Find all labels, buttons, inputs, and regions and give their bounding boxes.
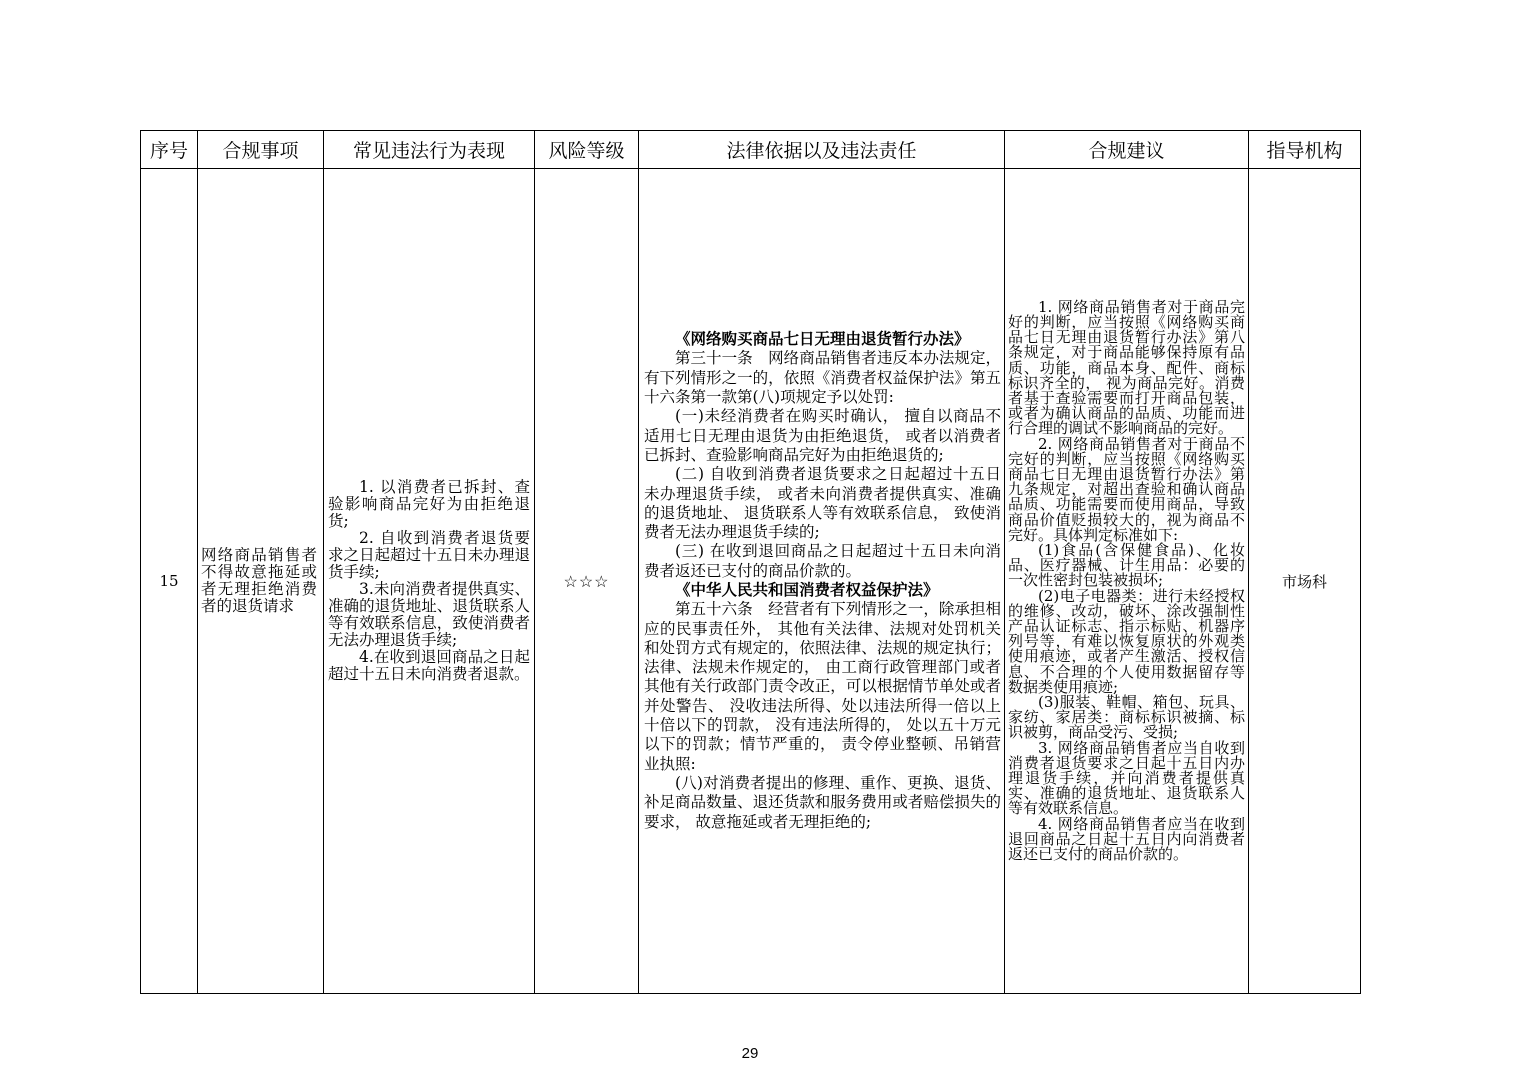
advice-item: 3. 网络商品销售者应当自收到消费者退货要求之日起十五日内办理退货手续，并向消费者提供真实、准确的退货地址、退货联系人等有效联系信息。 (1008, 738, 1245, 818)
advice-item: 1. 网络商品销售者对于商品完好的判断，应当按照《网络购买商品七日无理由退货暂行办法》第八条规定，对于商品能够保持原有品质、功能，商品本身、配件、商标标识齐全的， 视为商品完好。消费者基于查验需要而打开商品包装，或者为确认商品的品质、功能而进行合理的调试不影响商品的完好。 (1008, 297, 1245, 438)
header-agency: 指导机构 (1249, 131, 1361, 169)
law-title: 《中华人民共和国消费者权益保护法》 (675, 581, 939, 599)
header-seq: 序号 (141, 131, 198, 169)
header-law: 法律依据以及违法责任 (639, 131, 1005, 169)
law-cell (639, 169, 1005, 994)
behavior-item: 1. 以消费者已拆封、查验影响商品完好为由拒绝退货; (328, 478, 530, 530)
header-row (141, 131, 1361, 169)
item-text: 网络商品销售者不得故意拖延或者无理拒绝消费者的退货请求 (201, 546, 317, 615)
behaviors-cell (324, 169, 535, 994)
seq-cell: 15 (141, 169, 198, 994)
advice-item: (1)食品(含保健食品)、化妆品、医疗器械、计生用品：必要的一次性密封包装被损坏; (1008, 540, 1245, 590)
law-paragraph: (八)对消费者提出的修理、重作、更换、退货、补足商品数量、退还货款和服务费用或者赔偿损失的要求， 故意拖延或者无理拒绝的; (644, 773, 1001, 831)
compliance-table (140, 130, 1361, 994)
behavior-item: 4.在收到退回商品之日起超过十五日未向消费者退款。 (328, 648, 530, 683)
header-risk: 风险等级 (535, 131, 639, 169)
law-paragraph: (二) 自收到消费者退货要求之日起超过十五日未办理退货手续， 或者未向消费者提供真实、准确的退货地址、 退货联系人等有效联系信息， 致使消费者无法办理退货手续的; (644, 465, 1001, 542)
law-paragraph: 第三十一条 网络商品销售者违反本办法规定， 有下列情形之一的，依照《消费者权益保护法》第五十六条第一款第(八)项规定予以处罚: (644, 349, 1001, 407)
page-number: 29 (741, 1045, 759, 1062)
law-paragraph: 第五十六条 经营者有下列情形之一，除承担相应的民事责任外， 其他有关法律、法规对处罚机关和处罚方式有规定的，依照法律、法规的规定执行； 法律、法规未作规定的， 由工商行政管理部门或者其他有关行政部门责令改正，可以根据情节单处或者并处警告、 没收违法所得、处以违法所得一倍以上十倍以下的罚款， 没有违法所得的， 处以五十万元以下的罚款；情节严重的， 责令停业整顿、吊销营业执照: (644, 600, 1001, 773)
advice-cell (1005, 169, 1249, 994)
behavior-item: 3.未向消费者提供真实、准确的退货地址、退货联系人等有效联系信息，致使消费者无法办理退货手续; (328, 580, 530, 649)
header-behaviors: 常见违法行为表现 (324, 131, 535, 169)
item-cell (198, 169, 324, 994)
header-advice: 合规建议 (1005, 131, 1249, 169)
header-item: 合规事项 (198, 131, 324, 169)
law-title: 《网络购买商品七日无理由退货暂行办法》 (675, 330, 970, 349)
advice-item: 4. 网络商品销售者应当在收到退回商品之日起十五日内向消费者返还已支付的商品价款的。 (1008, 814, 1245, 864)
advice-item: 2. 网络商品销售者对于商品不完好的判断，应当按照《网络购买商品七日无理由退货暂行办法》第九条规定，对超出查验和确认商品品质、功能需要而使用商品，导致商品价值贬损较大的，视为商品不完好。具体判定标准如下: (1008, 434, 1245, 544)
law-paragraph: (三) 在收到退回商品之日起超过十五日未向消费者返还已支付的商品价款的。 (644, 542, 1001, 580)
law-paragraph: (一)未经消费者在购买时确认， 擅自以商品不适用七日无理由退货为由拒绝退货， 或者以消费者已拆封、查验影响商品完好为由拒绝退货的; (644, 407, 1001, 464)
advice-item: (3)服装、鞋帽、箱包、玩具、家纺、家居类：商标标识被摘、标识被剪，商品受污、受损; (1008, 693, 1245, 742)
agency-cell: 市场科 (1249, 169, 1361, 994)
advice-item: (2)电子电器类：进行未经授权的维修、改动，破坏、涂改强制性产品认证标志、指示标贴、机器序列号等，有难以恢复原状的外观类使用痕迹，或者产生激活、授权信息、不合理的个人使用数据留存等数据类使用痕迹; (1008, 586, 1245, 696)
table-row (141, 169, 1361, 994)
behavior-item: 2. 自收到消费者退货要求之日起超过十五日未办理退货手续; (328, 529, 530, 581)
risk-level: ☆☆☆ (535, 169, 639, 994)
